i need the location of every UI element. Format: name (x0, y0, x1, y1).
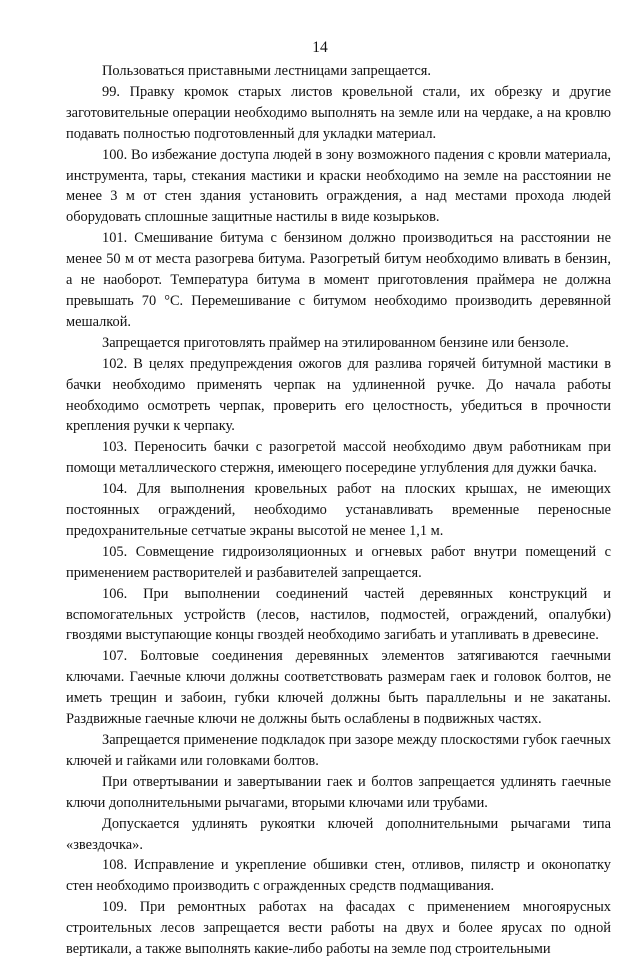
paragraph-105: 105. Совмещение гидроизоляционных и огневых работ внутри помещений с применением растворителей и разбавителей запрещается. (66, 543, 611, 581)
paragraph-101: 101. Смешивание битума с бензином должно производиться на расстоянии не менее 50 м от места разогрева битума. Разогретый битум необходимо вливать в бензин, а не наоборот. Температура битума в момент приготовления праймера не должна превышать 70 °С. Перемешивание с битумом необходимо производить деревянной мешалкой. (66, 230, 611, 330)
paragraph-ladder-prohibition: Пользоваться приставными лестницами запрещается. (102, 63, 432, 79)
paragraph-102: 102. В целях предупреждения ожогов для разлива горячей битумной мастики в бачки необходимо применять черпак на удлиненной ручке. До начала работы необходимо осмотреть черпак, проверить его целостность, убедиться в прочности крепления ручки к черпаку. (66, 355, 611, 435)
paragraph-106: 106. При выполнении соединений частей деревянных конструкций и вспомогательных устройств (лесов, настилов, подмостей, ограждений, опалубки) гвоздями выступающие концы гвоздей необходимо загибать и утапливать в древесине. (66, 585, 611, 644)
paragraph-109: 109. При ремонтных работах на фасадах с применением многоярусных строительных лесов запрещается вести работы на двух и более ярусах по одной вертикали, а также выполнять какие-либо работы на земле под строительными (66, 899, 611, 958)
paragraph-100: 100. Во избежание доступа людей в зону возможного падения с кровли материала, инструмента, тары, стекания мастики и краски необходимо на земле на расстоянии не менее 3 м от стен здания установить ограждения, а над местами прохода людей оборудовать сплошные защитные настилы в виде козырьков. (66, 146, 611, 226)
paragraph-99: 99. Правку кромок старых листов кровельной стали, их обрезку и другие заготовительные операции необходимо выполнять на земле или на чердаке, а на кровлю подавать полностью подготовленный для укладки материал. (66, 83, 611, 142)
paragraph-107: 107. Болтовые соединения деревянных элементов затягиваются гаечными ключами. Гаечные ключи должны соответствовать размерам гаек и головок болтов, не иметь трещин и забоин, губки ключей должны быть параллельны и не закатаны. Раздвижные гаечные ключи не должны быть ослаблены в подвижных частях. (66, 648, 611, 728)
page-number: 14 (312, 39, 328, 56)
paragraph-primer-prohibition: Запрещается приготовлять праймер на этилированном бензине или бензоле. (102, 334, 569, 351)
paragraph-wrench-extension-prohibition: При отвертывании и завертывании гаек и болтов запрещается удлинять гаечные ключи дополнительными рычагами, вторыми ключами или трубами. (66, 773, 611, 811)
document-body (66, 61, 611, 960)
paragraph-star-lever-allowed: Допускается удлинять рукоятки ключей дополнительными рычагами типа «звездочка». (66, 815, 611, 853)
paragraph-shim-prohibition: Запрещается применение подкладок при зазоре между плоскостями губок гаечных ключей и гайками или головками болтов. (66, 732, 611, 769)
paragraph-104: 104. Для выполнения кровельных работ на плоских крышах, не имеющих постоянных ограждений, необходимо устанавливать временные переносные предохранительные сетчатые экраны высотой не менее 1,1 м. (66, 481, 611, 539)
paragraph-103: 103. Переносить бачки с разогретой массой необходимо двум работникам при помощи металлического стержня, имеющего посередине углубления для дужки бачка. (66, 439, 611, 477)
paragraph-108: 108. Исправление и укрепление обшивки стен, отливов, пилястр и оконопатку стен необходимо производить с огражденных средств подмащивания. (66, 857, 611, 895)
